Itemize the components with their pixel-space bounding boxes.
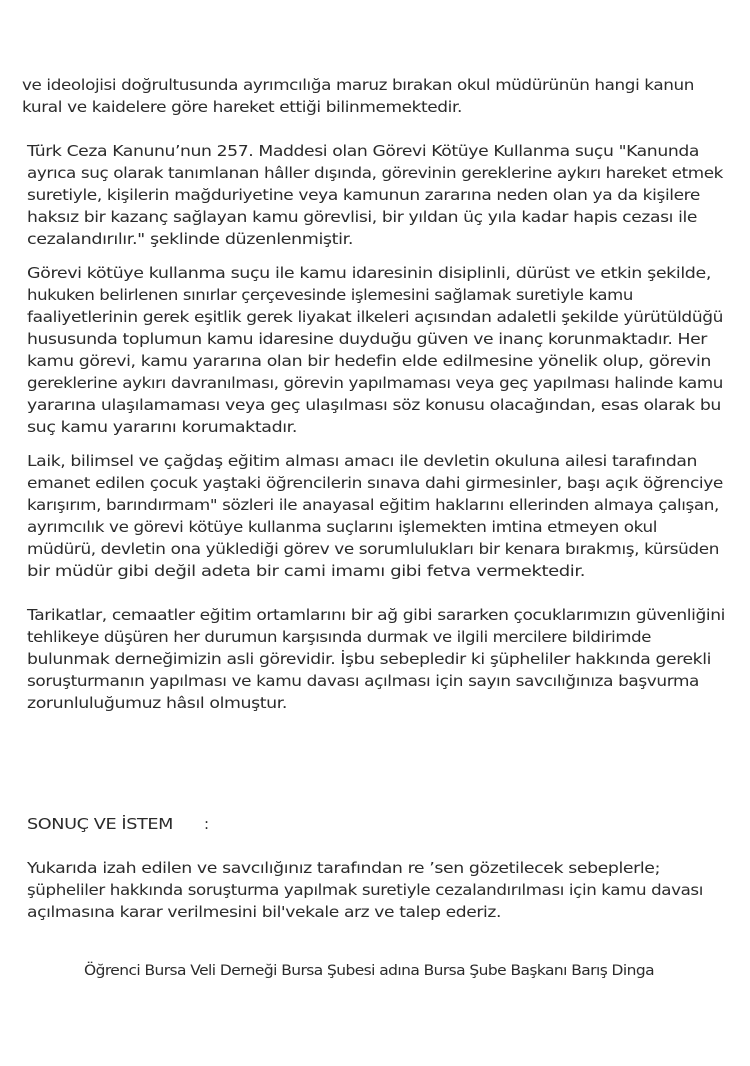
paragraph-abuse-line: kamu görevi, kamu yararına olan bir hedefin elde edilmesine yönelik olup, görevin xyxy=(27,352,711,370)
paragraph-duty-line: soruşturmanın yapılması ve kamu davası açılması için sayın savcılığınıza başvurma xyxy=(27,672,699,690)
paragraph-intro-line: ve ideolojisi doğrultusunda ayrımcılığa maruz bırakan okul müdürünün hangi kanun xyxy=(22,76,694,94)
paragraph-abuse-line: Görevi kötüye kullanma suçu ile kamu idaresinin disiplinli, dürüst ve etkin şekilde, xyxy=(27,264,711,282)
signature: Öğrenci Bursa Veli Derneği Bursa Şubesi adına Bursa Şube Başkanı Barış Dinga xyxy=(84,963,654,979)
paragraph-education-line: emanet edilen çocuk yaştaki öğrencilerin sınava dahi girmesinler, başı açık öğrenciye xyxy=(27,474,723,492)
conclusion-heading-colon: : xyxy=(204,815,209,833)
paragraph-tck-line: ayrıca suç olarak tanımlanan hâller dışında, görevinin gereklerine aykırı hareket etmek xyxy=(27,164,723,182)
paragraph-tck-line: cezalandırılır." şeklinde düzenlenmiştir. xyxy=(27,230,353,248)
paragraph-education-line: karışırım, barındırmam" sözleri ile anayasal eğitim haklarını ellerinden almaya çalışan, xyxy=(27,496,719,514)
paragraph-duty-line: zorunluluğumuz hâsıl olmuştur. xyxy=(27,694,287,712)
conclusion-line: şüpheliler hakkında soruşturma yapılmak suretiyle cezalandırılması için kamu davası xyxy=(27,881,703,899)
paragraph-tck-line: haksız bir kazanç sağlayan kamu görevlisi, bir yıldan üç yıla kadar hapis cezası ile xyxy=(27,208,697,226)
paragraph-abuse-line: faaliyetlerinin gerek eşitlik gerek liyakat ilkeleri açısından adaletli şekilde yürütüldüğü xyxy=(27,308,723,326)
paragraph-tck-line: suretiyle, kişilerin mağduriyetine veya kamunun zararına neden olan ya da kişilere xyxy=(27,186,700,204)
paragraph-abuse-line: hukuken belirlenen sınırlar çerçevesinde işlemesini sağlamak suretiyle kamu xyxy=(27,286,633,304)
paragraph-intro-line: kural ve kaidelere göre hareket ettiği bilinmemektedir. xyxy=(22,98,462,116)
paragraph-duty-line: Tarikatlar, cemaatler eğitim ortamlarını bir ağ gibi sararken çocuklarımızın güvenliğini xyxy=(27,606,725,624)
paragraph-duty-line: tehlikeye düşüren her durumun karşısında durmak ve ilgili mercilere bildirimde xyxy=(27,628,651,646)
paragraph-duty-line: bulunmak derneğimizin asli görevidir. İşbu sebepledir ki şüpheliler hakkında gerekli xyxy=(27,650,711,668)
paragraph-education-line: Laik, bilimsel ve çağdaş eğitim alması amacı ile devletin okuluna ailesi tarafından xyxy=(27,452,697,470)
paragraph-tck-line: Türk Ceza Kanunu’nun 257. Maddesi olan Görevi Kötüye Kullanma suçu "Kanunda xyxy=(27,142,699,160)
conclusion-line: açılmasına karar verilmesini bil'vekale arz ve talep ederiz. xyxy=(27,903,502,921)
paragraph-education-line: müdürü, devletin ona yüklediği görev ve sorumlulukları bir kenara bırakmış, kürsüden xyxy=(27,540,720,558)
conclusion-line: Yukarıda izah edilen ve savcılığınız tarafından re ’sen gözetilecek sebeplerle; xyxy=(27,859,660,877)
conclusion-heading: SONUÇ VE İSTEM xyxy=(27,815,173,833)
paragraph-abuse-line: suç kamu yararını korumaktadır. xyxy=(27,418,297,436)
paragraph-abuse-line: hususunda toplumun kamu idaresine duyduğu güven ve inanç korunmaktadır. Her xyxy=(27,330,707,348)
paragraph-abuse-line: gereklerine aykırı davranılması, görevin yapılmaması veya geç yapılması halinde kamu xyxy=(27,374,724,392)
paragraph-abuse-line: yararına ulaşılamaması veya geç ulaşılması söz konusu olacağından, esas olarak bu xyxy=(27,396,721,414)
paragraph-education-line: ayrımcılık ve görevi kötüye kullanma suçlarını işlemekten imtina etmeyen okul xyxy=(27,518,657,536)
paragraph-education-line: bir müdür gibi değil adeta bir cami imamı gibi fetva vermektedir. xyxy=(27,562,585,580)
